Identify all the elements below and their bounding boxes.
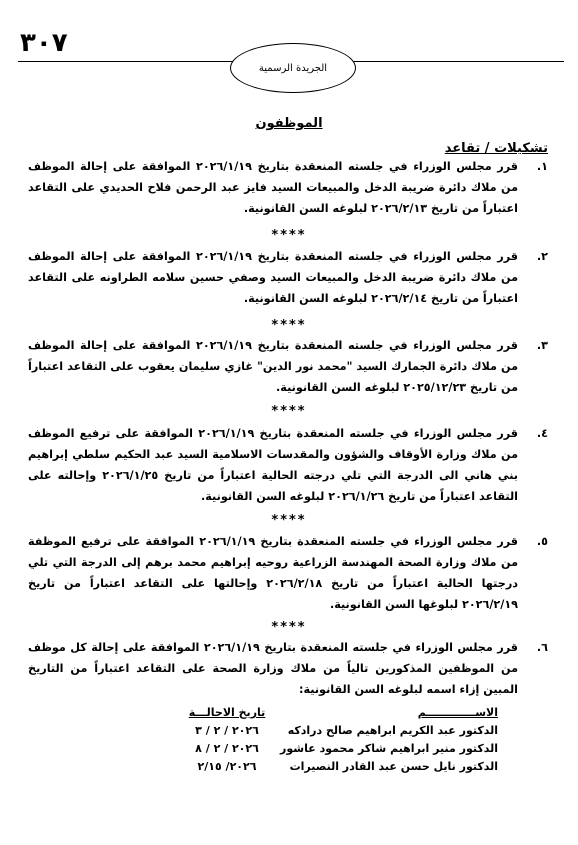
separator: **** (271, 513, 307, 528)
decision-item (28, 246, 548, 309)
decision-item (28, 335, 548, 398)
row-date: ٢٠٢٦ / ٢ / ٨ (195, 742, 259, 755)
item-number: ١. (536, 160, 548, 173)
row-name: الدكتور منير ابراهيم شاكر محمود عاشور (280, 742, 498, 755)
page-title: الموظفون (255, 116, 323, 131)
item-text: قرر مجلس الوزراء في جلسته المنعقدة بتاريخ ٢٠٢٦/١/١٩ الموافقة على إحالة الموظف من ملاك دائرة ضريبة الدخل والمبيعات السيد وصفي حسين سلامه الطراونه على التقاعد اعتباراً من تاريخ ٢٠٢٦/٢/١٤ لبلوغه السن القانونية. (28, 250, 518, 305)
item-number: ٦. (536, 641, 548, 654)
item-text: قرر مجلس الوزراء في جلسته المنعقدة بتاريخ ٢٠٢٦/١/١٩ الموافقة على ترفيع الموظف من ملاك وزارة الأوقاف والشؤون والمقدسات الاسلامية السيد عبد الحكيم سلطي إبراهيم بني هاني الى الدرجة التي تلي درجته الحالية اعتباراً من تاريخ ٢٠٢٦/١/٢٥ وإحالته على التقاعد اعتباراً من تاريخ ٢٠٢٦/١/٢٦ لبلوغه السن القانونية. (28, 427, 519, 503)
item-number: ٤. (536, 427, 548, 440)
separator: **** (271, 404, 307, 419)
section-heading: تشكيلات / تقاعد (444, 141, 548, 156)
decision-item (28, 531, 548, 615)
item-text: قرر مجلس الوزراء في جلسته المنعقدة بتاريخ ٢٠٢٦/١/١٩ الموافقة على ترفيع الموظفة من ملاك وزارة الصحة المهندسة الزراعية روحيه إبراهيم محمد برهم إلى الدرجة التي تلي درجتها الحالية اعتباراً من تاريخ ٢٠٢٦/٢/١٨ وإحالتها على التقاعد اعتباراً من تاريخ ٢٠٢٦/٢/١٩ لبلوغها السن القانونية. (28, 535, 518, 611)
page-number: ٣٠٧ (20, 28, 68, 58)
table-header-name: الاســـــــــــــم (417, 706, 498, 719)
decision-item (28, 423, 548, 507)
row-name: الدكتور عبد الكريم ابراهيم صالح درادكه (287, 724, 498, 737)
decision-item (28, 637, 548, 700)
row-date: ٢٠٢٦ / ٢ / ٣ (195, 724, 259, 737)
separator: **** (271, 318, 307, 333)
row-name: الدكتور نايل حسن عبد القادر النصيرات (289, 760, 498, 773)
gazette-name: الجريدة الرسمية (258, 62, 328, 74)
row-date: ٢٠٢٦/ ٢/١٥ (197, 760, 257, 773)
item-number: ٣. (536, 339, 548, 352)
item-text: قرر مجلس الوزراء في جلسته المنعقدة بتاريخ ٢٠٢٦/١/١٩ الموافقة على إحالة الموظف من ملاك دائرة ضريبة الدخل والمبيعات السيد فايز عبد الرحمن فلاح الحديدي على التقاعد اعتباراً من تاريخ ٢٠٢٦/٢/١٣ لبلوغه السن القانونية. (28, 160, 518, 215)
decision-item (28, 156, 548, 219)
item-number: ٥. (536, 535, 548, 548)
gazette-name-badge (230, 43, 356, 93)
item-text: قرر مجلس الوزراء في جلسته المنعقدة بتاريخ ٢٠٢٦/١/١٩ الموافقة على إحالة الموظف من ملاك دائرة الجمارك السيد "محمد نور الدين" غازي سليمان يعقوب على التقاعد اعتباراً من تاريخ ٢٠٢٥/١٢/٢٣ لبلوغه السن القانونية. (28, 339, 518, 394)
item-text: قرر مجلس الوزراء في جلسته المنعقدة بتاريخ ٢٠٢٦/١/١٩ الموافقة على إحالة كل موظف من الموظفين المذكورين تالياً من ملاك وزارة الصحة على التقاعد اعتباراً من التاريخ المبين إزاء اسمه لبلوغه السن القانونية: (28, 641, 518, 696)
separator: **** (271, 620, 307, 635)
separator: **** (271, 228, 307, 243)
item-number: ٢. (536, 250, 548, 263)
table-header-date: تاريخ الاحالـــة (188, 706, 266, 719)
